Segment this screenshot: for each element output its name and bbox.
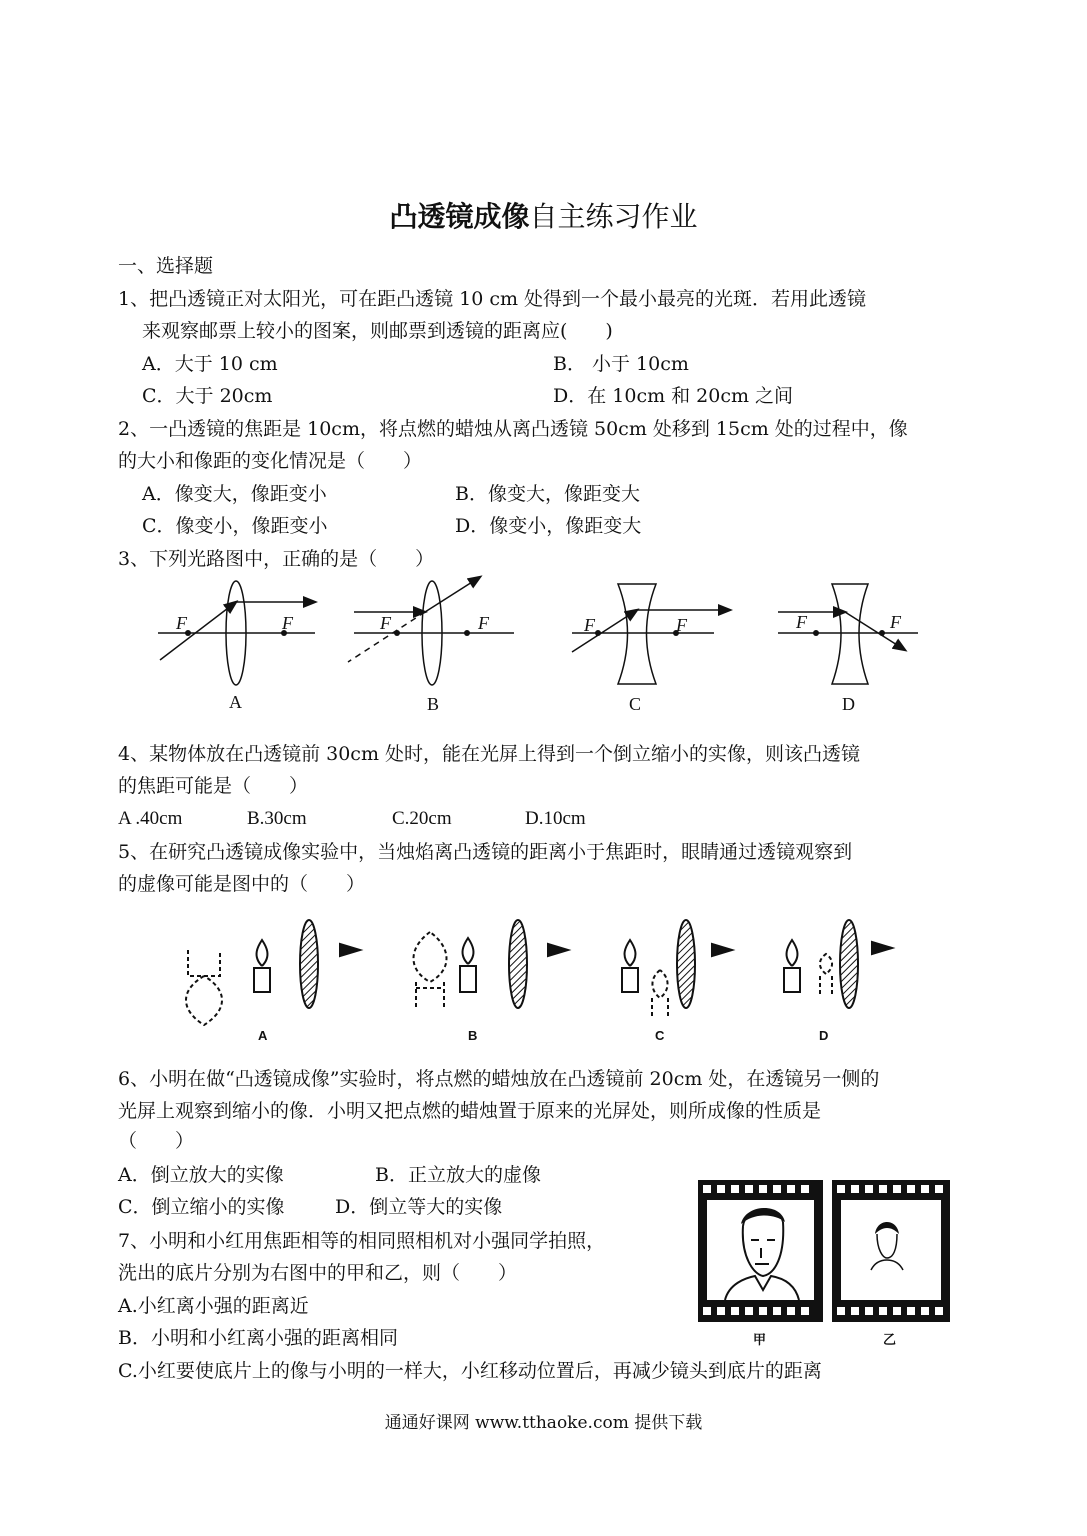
q6-option-c: C．倒立缩小的实像 [118, 1196, 285, 1218]
q1-line1: 1、把凸透镜正对太阳光，可在距凸透镜 10 cm 处得到一个最小最亮的光斑．若用此透镜 [118, 288, 867, 310]
q3-ray-diagrams [0, 572, 1087, 712]
q4-line2: 的焦距可能是（ ） [118, 775, 309, 797]
q6-option-d: D．倒立等大的实像 [335, 1196, 503, 1218]
q4-line1: 4、某物体放在凸透镜前 30cm 处时，能在光屏上得到一个倒立缩小的实像，则该凸透镜 [118, 743, 861, 765]
footer-credit: 通通好课网 www.tthaoke.com 提供下载 [384, 1413, 703, 1433]
focal-label: F [890, 612, 901, 632]
q5-line2: 的虚像可能是图中的（ ） [118, 873, 366, 895]
q5-candle-figures [0, 910, 1087, 1050]
title-bold: 凸透镜成像 [389, 200, 530, 233]
diagram-b [348, 577, 514, 685]
q1-option-d: D．在 10cm 和 20cm 之间 [553, 385, 794, 407]
q7-option-b: B．小明和小红离小强的距离相同 [118, 1327, 398, 1349]
q6-option-a: A．倒立放大的实像 [118, 1164, 284, 1186]
film-label-yi: 乙 [883, 1333, 897, 1348]
q1-option-a: A．大于 10 cm [142, 353, 278, 375]
figure-label-d: D [819, 1028, 829, 1043]
q2-option-d: D．像变小，像距变大 [455, 515, 642, 537]
figure-label-a: A [258, 1028, 268, 1043]
film-yi [832, 1180, 950, 1322]
diagram-d [778, 584, 918, 684]
q2-line2: 的大小和像距的变化情况是（ ） [118, 450, 423, 472]
diagram-label-c: C [629, 694, 642, 714]
figure-c [622, 920, 732, 1016]
q7-line2: 洗出的底片分别为右图中的甲和乙，则（ ） [118, 1262, 518, 1284]
diagram-label-d: D [842, 694, 855, 714]
film-jia [698, 1180, 823, 1322]
focal-label: F [478, 613, 489, 633]
q4-option-c: C.20cm [392, 808, 452, 829]
q2-option-b: B．像变大，像距变大 [455, 483, 640, 505]
focal-label: F [796, 612, 807, 632]
focal-label: F [282, 613, 293, 633]
focal-label: F [676, 615, 687, 635]
q2-option-a: A．像变大，像距变小 [142, 483, 327, 505]
focal-label: F [176, 613, 187, 633]
focal-label: F [380, 613, 391, 633]
q6-line2: 光屏上观察到缩小的像．小明又把点燃的蜡烛置于原来的光屏处，则所成像的性质是 [118, 1100, 822, 1122]
figure-label-b: B [468, 1028, 478, 1043]
q6-option-b: B．正立放大的虚像 [375, 1164, 541, 1186]
q6-line1: 6、小明在做“凸透镜成像”实验时，将点燃的蜡烛放在凸透镜前 20cm 处，在透镜另一侧的 [118, 1068, 880, 1090]
page-title [0, 200, 1087, 234]
q7-film-negatives [695, 1178, 965, 1348]
q4-option-a: A .40cm [118, 808, 183, 829]
q1-option-b: B． 小于 10cm [553, 353, 689, 375]
q7-option-a: A.小红离小强的距离近 [118, 1295, 309, 1317]
q6-line3: （ ） [118, 1130, 195, 1152]
film-label-jia: 甲 [753, 1333, 767, 1348]
diagram-a [158, 581, 315, 685]
figure-label-c: C [655, 1028, 665, 1043]
figure-a [186, 920, 360, 1025]
figure-b [414, 920, 569, 1010]
title-rest: 自主练习作业 [529, 200, 698, 233]
q7-option-c: C.小红要使底片上的像与小明的一样大，小红移动位置后，再减少镜头到底片的距离 [118, 1360, 822, 1382]
diagram-label-a: A [229, 692, 242, 712]
q2-line1: 2、一凸透镜的焦距是 10cm，将点燃的蜡烛从离凸透镜 50cm 处移到 15cm 处的过程中，像 [118, 418, 908, 440]
figure-d [784, 920, 892, 1008]
q1-line2: 来观察邮票上较小的图案，则邮票到透镜的距离应( ) [142, 320, 613, 342]
q4-option-d: D.10cm [525, 808, 586, 829]
q4-option-b: B.30cm [247, 808, 307, 829]
q1-option-c: C．大于 20cm [142, 385, 273, 407]
q2-option-c: C．像变小，像距变小 [142, 515, 328, 537]
focal-label: F [584, 615, 595, 635]
q3-line1: 3、下列光路图中，正确的是（ ） [118, 548, 435, 570]
section-heading: 一、选择题 [118, 255, 214, 277]
q7-line1: 7、小明和小红用焦距相等的相同照相机对小强同学拍照， [118, 1230, 606, 1252]
diagram-label-b: B [427, 694, 440, 714]
q5-line1: 5、在研究凸透镜成像实验中，当烛焰离凸透镜的距离小于焦距时，眼睛通过透镜观察到 [118, 841, 853, 863]
